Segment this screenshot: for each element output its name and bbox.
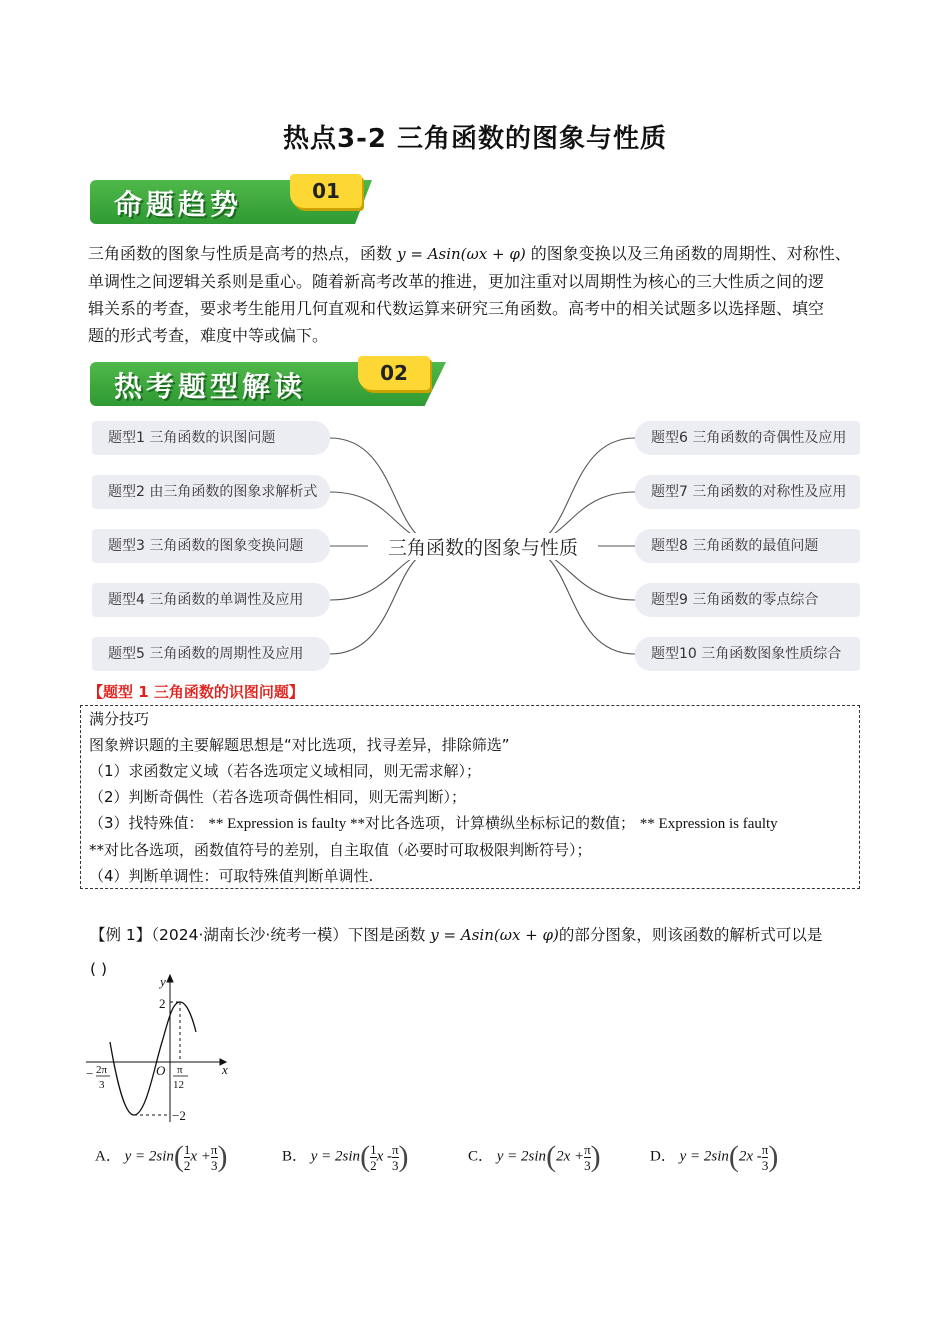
option-fraction: $\frac{\pi}{3}$ bbox=[210, 1141, 218, 1173]
intro-text: 题的形式考查，难度中等或偏下。 bbox=[88, 326, 329, 345]
tips-line bbox=[89, 810, 859, 837]
option-a[interactable]: A． y = 2sin( $\frac{1}{2}$ x + $\frac{\pi}{3}$ ) bbox=[95, 1140, 228, 1173]
option-b[interactable]: B． y = 2sin( $\frac{1}{2}$ x - $\frac{\pi}{3}$ ) bbox=[282, 1140, 409, 1173]
tips-error: ** Expression is faulty bbox=[639, 816, 778, 832]
option-fraction: $\frac{\pi}{3}$ bbox=[761, 1141, 769, 1173]
answer-options bbox=[0, 1140, 950, 1184]
section-banner-number: 02 bbox=[358, 356, 430, 390]
sine-curve bbox=[110, 1002, 196, 1115]
tips-error: ** Expression is faulty ** bbox=[208, 816, 365, 832]
tips-text: （3）找特殊值： bbox=[89, 814, 204, 832]
option-var: x - bbox=[376, 1148, 392, 1165]
intro-text: 的图象变换以及三角函数的周期性、对称性、 bbox=[530, 244, 851, 263]
option-lhs: y = 2sin bbox=[310, 1148, 361, 1165]
intro-paragraph bbox=[88, 240, 868, 349]
option-lhs: y = 2sin bbox=[496, 1148, 547, 1165]
example-blank: ( ) bbox=[90, 960, 108, 978]
y-axis-label: y bbox=[160, 974, 166, 989]
option-fraction: $\frac{1}{2}$ bbox=[370, 1141, 377, 1173]
intro-formula: y = Asin(ωx + φ) bbox=[397, 245, 526, 263]
example-source: （2024·湖南长沙·统考一模）下图是函数 bbox=[151, 926, 426, 944]
mindmap-node-type4: 题型4 三角函数的单调性及应用 bbox=[92, 583, 330, 617]
option-letter: B． bbox=[282, 1148, 308, 1165]
y-max-label: 2 bbox=[159, 996, 166, 1011]
example-formula: y = Asin(ωx + φ) bbox=[430, 926, 559, 944]
tips-box bbox=[80, 705, 860, 889]
intro-text: 辑关系的考查，要求考生能用几何直观和代数运算来研究三角函数。高考中的相关试题多以选择题、填空 bbox=[88, 299, 825, 318]
option-lhs: y = 2sin bbox=[124, 1148, 174, 1165]
mindmap-node-type6: 题型6 三角函数的奇偶性及应用 bbox=[635, 421, 860, 455]
tips-line: （1）求函数定义域（若各选项定义域相同，则无需求解）； bbox=[89, 762, 482, 780]
example-label: 【例 1】 bbox=[90, 926, 152, 944]
option-letter: A． bbox=[95, 1148, 121, 1165]
tips-line: （4）判断单调性：可取特殊值判断单调性. bbox=[89, 867, 374, 885]
mindmap-node-type10: 题型10 三角函数图象性质综合 bbox=[635, 637, 860, 671]
tips-text: 对比各选项，计算横纵坐标标记的数值； bbox=[364, 814, 635, 832]
mindmap-node-type8: 题型8 三角函数的最值问题 bbox=[635, 529, 860, 563]
section-banner-trend bbox=[90, 174, 375, 226]
sine-graph bbox=[84, 972, 234, 1130]
intro-text: 单调性之间逻辑关系则是重心。随着新高考改革的推进，更加注重对以周期性为核心的三大性质之间的逻 bbox=[88, 272, 825, 291]
type1-heading: 【题型 1 三角函数的识图问题】 bbox=[88, 683, 304, 701]
section-banner-label: 热考题型解读 bbox=[114, 370, 307, 403]
mindmap-node-type2: 题型2 由三角函数的图象求解析式 bbox=[92, 475, 330, 509]
intro-text: 三角函数的图象与性质是高考的热点，函数 bbox=[88, 244, 393, 263]
x-right-den: 12 bbox=[173, 1079, 184, 1091]
section-banner-label: 命题趋势 bbox=[114, 188, 243, 221]
y-axis-arrow bbox=[167, 975, 173, 982]
section-banner-number: 01 bbox=[290, 174, 362, 208]
option-fraction: $\frac{\pi}{3}$ bbox=[391, 1141, 399, 1173]
mindmap-node-type1: 题型1 三角函数的识图问题 bbox=[92, 421, 330, 455]
option-inner: 2x - bbox=[738, 1148, 762, 1165]
x-left-num: 2π bbox=[96, 1064, 108, 1076]
option-c[interactable]: C． y = 2sin(2x + $\frac{\pi}{3}$ ) bbox=[468, 1140, 601, 1173]
y-min-label: −2 bbox=[172, 1108, 186, 1123]
mindmap-node-type7: 题型7 三角函数的对称性及应用 bbox=[635, 475, 860, 509]
x-axis-label: x bbox=[222, 1062, 228, 1077]
mindmap-node-type5: 题型5 三角函数的周期性及应用 bbox=[92, 637, 330, 671]
origin-label: O bbox=[156, 1063, 166, 1078]
tips-line: （2）判断奇偶性（若各选项奇偶性相同，则无需判断）； bbox=[89, 788, 467, 806]
mindmap-node-type9: 题型9 三角函数的零点综合 bbox=[635, 583, 860, 617]
tips-line: **对比各选项，函数值符号的差别，自主取值（必要时可取极限判断符号）； bbox=[89, 841, 592, 859]
x-right-num: π bbox=[177, 1064, 183, 1076]
option-var: x + bbox=[190, 1148, 211, 1165]
tips-line: 图象辨识题的主要解题思想是“对比选项，找寻差异，排除筛选” bbox=[89, 736, 510, 754]
x-left-sign: − bbox=[86, 1066, 94, 1081]
option-d[interactable]: D． y = 2sin(2x - $\frac{\pi}{3}$ ) bbox=[650, 1140, 779, 1173]
option-lhs: y = 2sin bbox=[679, 1148, 729, 1165]
x-left-den: 3 bbox=[99, 1079, 105, 1091]
example-tail: 的部分图象，则该函数的解析式可以是 bbox=[558, 926, 823, 944]
option-fraction: $\frac{1}{2}$ bbox=[183, 1141, 191, 1173]
option-inner: 2x + bbox=[556, 1148, 585, 1165]
section-banner-types bbox=[90, 356, 450, 408]
option-fraction: $\frac{\pi}{3}$ bbox=[584, 1141, 591, 1173]
page-title: 热点3-2 三角函数的图象与性质 bbox=[282, 124, 668, 154]
option-letter: D． bbox=[650, 1148, 676, 1165]
mindmap-center: 三角函数的图象与性质 bbox=[378, 533, 588, 560]
option-letter: C． bbox=[468, 1148, 494, 1165]
mindmap-node-type3: 题型3 三角函数的图象变换问题 bbox=[92, 529, 330, 563]
tips-title: 满分技巧 bbox=[89, 710, 150, 728]
